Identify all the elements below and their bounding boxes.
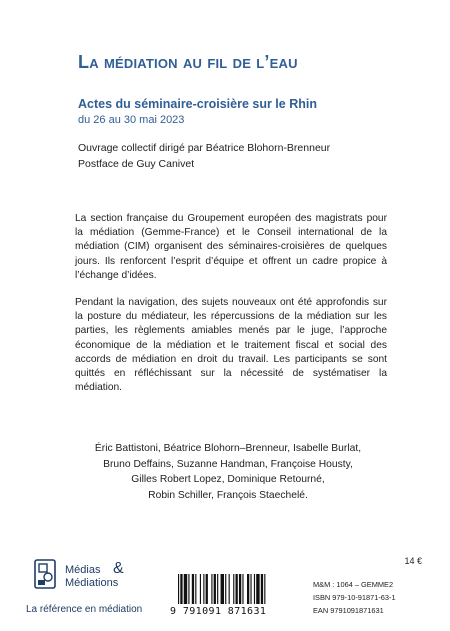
barcode bbox=[170, 574, 310, 622]
barcode-bar bbox=[254, 574, 255, 604]
barcode-bar bbox=[214, 574, 216, 604]
price: 14 € bbox=[404, 556, 422, 566]
publisher-name bbox=[65, 564, 118, 590]
barcode-bar bbox=[217, 574, 218, 604]
barcode-bar bbox=[192, 574, 194, 604]
publisher-logo-icon bbox=[34, 559, 56, 589]
barcode-bar bbox=[178, 574, 179, 604]
barcode-bar bbox=[250, 574, 251, 604]
barcode-digits: 9 791091 871631 bbox=[170, 606, 267, 617]
ean: EAN 9791091871631 bbox=[313, 606, 384, 615]
barcode-bar bbox=[256, 574, 259, 604]
barcode-bar bbox=[184, 574, 187, 604]
author-line: Gilles Robert Lopez, Dominique Retourné, bbox=[131, 474, 325, 485]
barcode-bar bbox=[242, 574, 243, 604]
publisher-tagline: La référence en médiation bbox=[26, 604, 143, 615]
barcode-bar bbox=[195, 574, 196, 604]
barcode-bar bbox=[203, 574, 204, 604]
barcode-bar bbox=[206, 574, 208, 604]
barcode-bar bbox=[261, 574, 263, 604]
publisher-reference: M&M : 1064 – GEMME2 bbox=[313, 580, 394, 589]
barcode-bar bbox=[264, 574, 265, 604]
book-title: La médiation au fil de l’eau bbox=[78, 52, 298, 72]
description-paragraph-2: Pendant la navigation, des sujets nouveaux ont été approfondis sur la posture du médiateur, les répercussions de la médiation sur les parties, les règlements amiables menés par le juge, l’approche économique de la médiation et le traitement fiscal et social des accords de médiation en droit du travail. Les participants se sont quittés en réfléchissant sur la nécessité de systématiser la médiation. bbox=[75, 297, 387, 394]
barcode-bar bbox=[247, 574, 249, 604]
book-subtitle: Actes du séminaire-croisière sur le Rhin bbox=[78, 97, 317, 111]
publisher-name-line2: Médiations bbox=[65, 577, 119, 589]
barcode-bar bbox=[180, 574, 182, 604]
barcode-bars bbox=[178, 574, 304, 608]
author-line: Robin Schiller, François Staechelé. bbox=[148, 489, 308, 501]
barcode-bar bbox=[229, 574, 230, 604]
publisher-name-line1: Médias bbox=[65, 564, 101, 576]
author-list bbox=[50, 441, 406, 503]
description-paragraph-1: La section française du Groupement européen des magistrats pour la médiation (Gemme-France) et le Conseil international de la médiation (CIM) organisent des séminaires-croisières de quelques jours. Ils renforcent l’esprit d’équipe et offrent un cadre propice à l’échange d’idées. bbox=[75, 213, 387, 281]
event-dates: du 26 au 30 mai 2023 bbox=[78, 114, 185, 126]
barcode-bar bbox=[236, 574, 238, 604]
isbn: ISBN 979-10-91871-63-1 bbox=[313, 593, 396, 602]
barcode-bar bbox=[211, 574, 212, 604]
barcode-bar bbox=[233, 574, 234, 604]
barcode-bar bbox=[188, 574, 189, 604]
barcode-bar bbox=[221, 574, 224, 604]
author-line: Bruno Deffains, Suzanne Handman, Françoise Housty, bbox=[103, 458, 353, 470]
postface-credit: Postface de Guy Canivet bbox=[78, 158, 195, 170]
barcode-bar bbox=[239, 574, 241, 604]
barcode-bar bbox=[200, 574, 201, 604]
author-line: Éric Battistoni, Béatrice Blohorn–Brenneur, Isabelle Burlat, bbox=[94, 443, 362, 454]
editor-credit: Ouvrage collectif dirigé par Béatrice Blohorn-Brenneur bbox=[78, 142, 331, 154]
barcode-bar bbox=[225, 574, 226, 604]
publisher-ampersand: & bbox=[113, 560, 124, 577]
